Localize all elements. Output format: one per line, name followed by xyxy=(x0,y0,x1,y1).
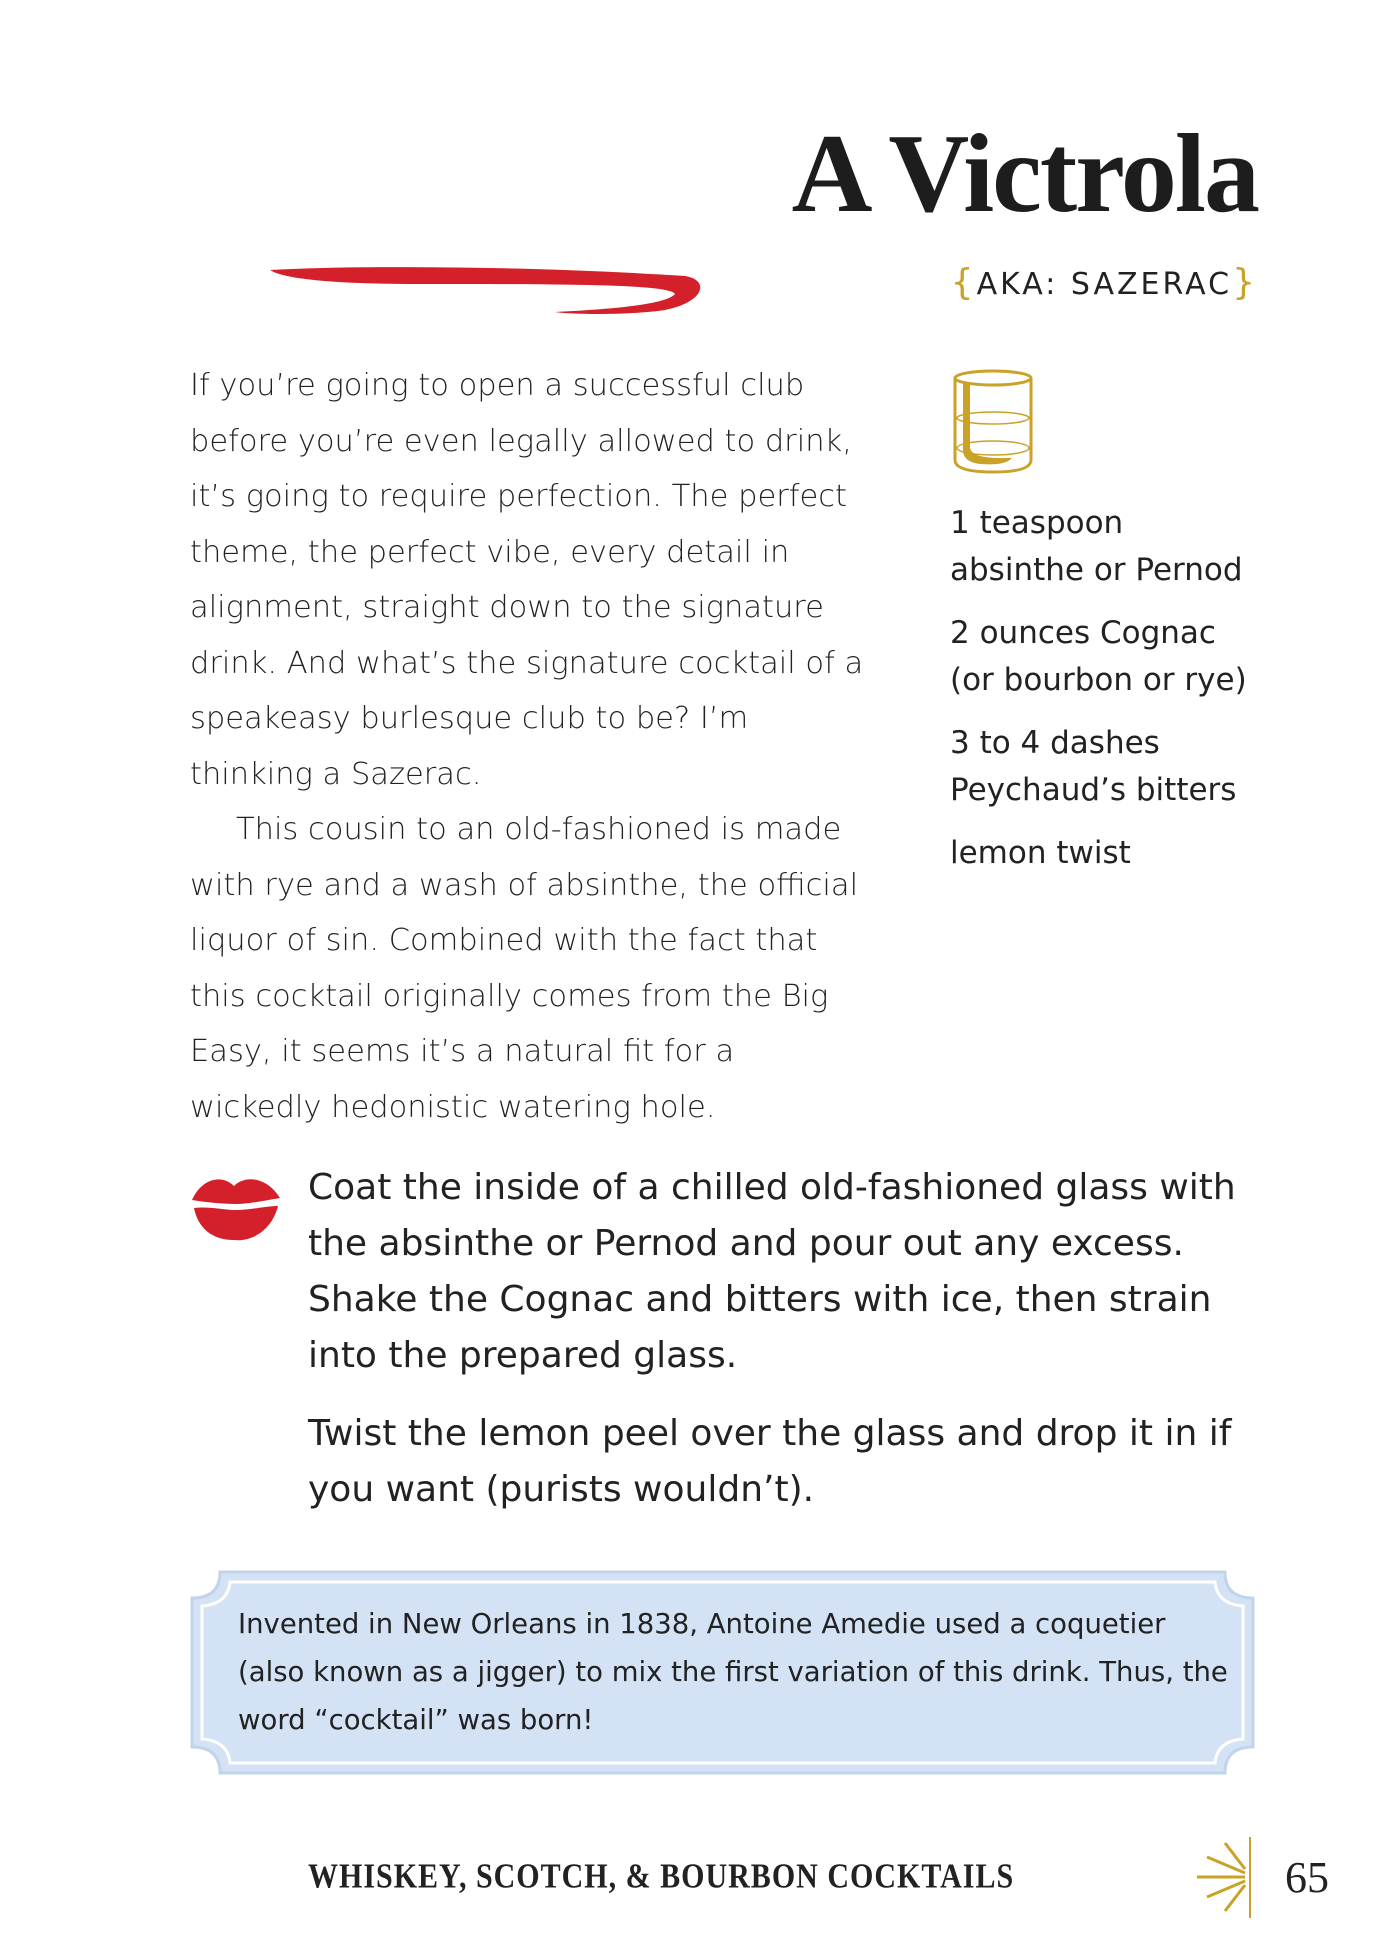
brace-open: { xyxy=(950,262,977,303)
step: Coat the inside of a chilled old-fashioned glass with the absinthe or Pernod and pour out any excess. Shake the Cognac and bitters with ice, then strain into the prepared glass. xyxy=(308,1167,1236,1376)
lips-icon xyxy=(188,1170,284,1246)
old-fashioned-glass-icon xyxy=(950,368,1036,476)
page-number: 65 xyxy=(1285,1853,1329,1902)
recipe-steps xyxy=(308,1160,1268,1540)
intro-paragraph: If you’re going to open a successful club before you’re even legally allowed to drink, it’s going to require perfection. The perfect theme, the perfect vibe, every detail in alignment, straight down to the signature drink. And what’s the signature cocktail of a speakeasy burlesque club to be? I’m thinking a Sazerac. xyxy=(190,368,864,792)
ingredient-item xyxy=(950,610,1270,704)
intro-text xyxy=(190,358,870,1135)
ingredient-line: 1 teaspoon xyxy=(950,505,1124,541)
callout-text: Invented in New Orleans in 1838, Antoine Amedie used a coquetier (also known as a jigger) to mix the first variation of this drink. Thus, the word “cocktail” was born! xyxy=(238,1608,1228,1736)
step: Twist the lemon peel over the glass and drop it in if you want (purists wouldn’t). xyxy=(308,1413,1232,1510)
intro-paragraph: This cousin to an old-fashioned is made with rye and a wash of absinthe, the official liquor of sin. Combined with the fact that this cocktail originally comes from the Big Easy, it seems it’s a natural fit for a wickedly hedonistic watering hole. xyxy=(190,812,859,1125)
ingredient-item xyxy=(950,830,1270,877)
recipe-title: A Victrola xyxy=(791,112,1258,236)
ingredient-list xyxy=(950,500,1270,893)
brush-stroke-decoration xyxy=(265,262,705,322)
aka-subtitle xyxy=(951,262,1258,303)
ingredient-line: (or bourbon or rye) xyxy=(950,662,1247,698)
ingredient-line: lemon twist xyxy=(950,835,1131,871)
section-footer: WHISKEY, SCOTCH, & BOURBON COCKTAILS xyxy=(308,1857,1015,1896)
ingredient-line: Peychaud’s bitters xyxy=(950,772,1237,808)
ingredient-item xyxy=(950,720,1270,814)
ingredient-line: 3 to 4 dashes xyxy=(950,725,1160,761)
aka-text: AKA: SAZERAC xyxy=(976,267,1233,302)
brace-close: } xyxy=(1232,262,1258,303)
ingredient-line: 2 ounces Cognac xyxy=(950,615,1216,651)
sunburst-icon xyxy=(1195,1835,1255,1920)
ingredient-item xyxy=(950,500,1270,594)
ingredient-line: absinthe or Pernod xyxy=(950,552,1243,588)
